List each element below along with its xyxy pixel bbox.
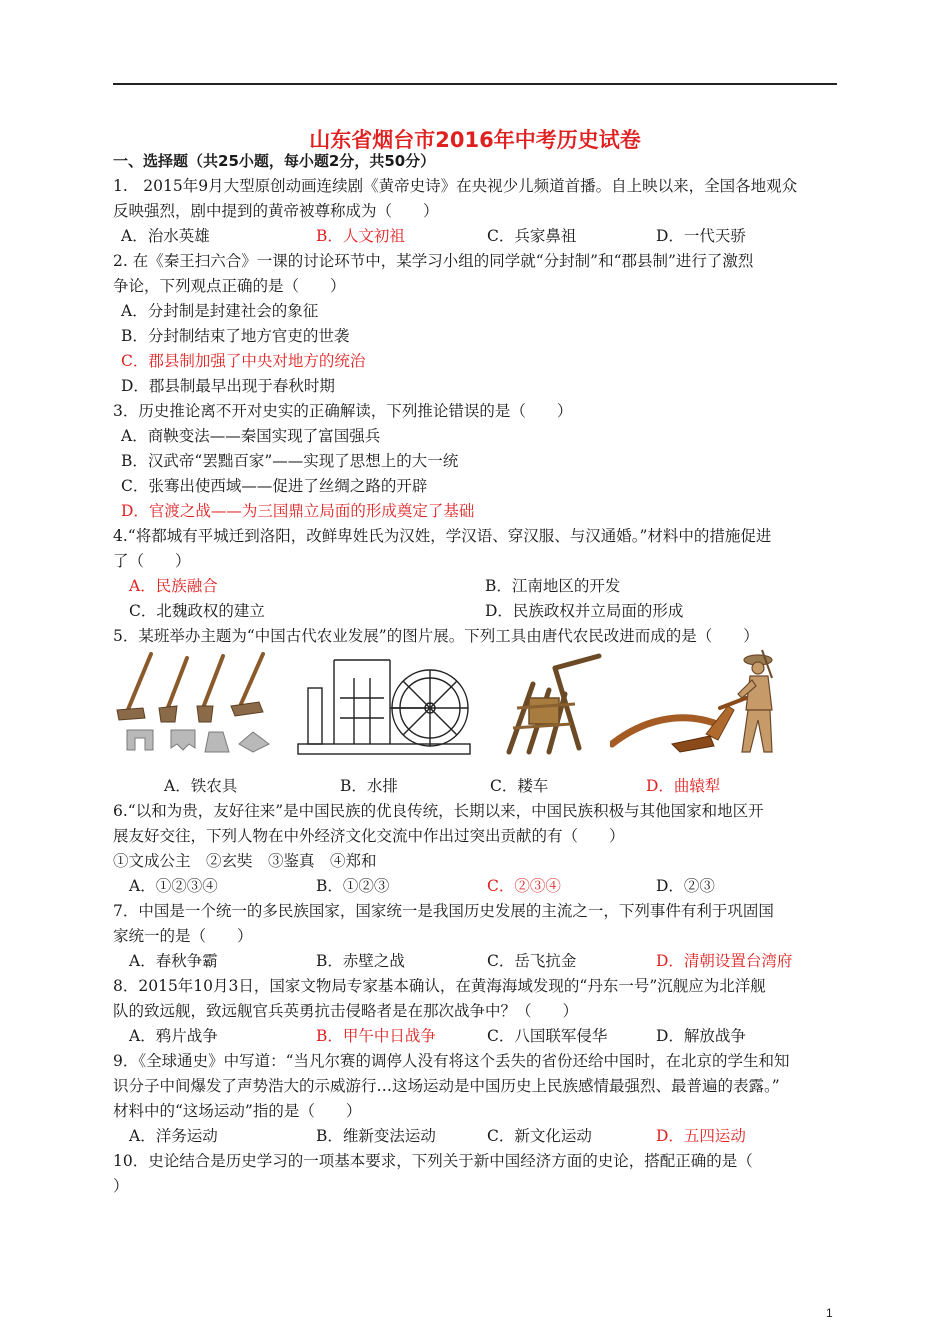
header-rule: [113, 83, 837, 85]
q4-option-c: C．北魏政权的建立: [129, 602, 265, 620]
seed-drill-image: [495, 648, 605, 760]
iron-tools-image: [113, 648, 273, 760]
q3-option-b: B．汉武帝“罢黜百家”——实现了思想上的大一统: [121, 452, 459, 470]
q2-option-d: D．郡县制最早出现于春秋时期: [121, 377, 335, 395]
q1-option-d: D．一代天骄: [656, 227, 746, 245]
q8-option-b: B．甲午中日战争: [316, 1027, 436, 1045]
q6-option-c: C．②③④: [487, 877, 561, 895]
q6-items: ①文成公主 ②玄奘 ③鉴真 ④郑和: [113, 852, 377, 870]
q2-option-b: B．分封制结束了地方官吏的世袭: [121, 327, 350, 345]
q2-option-a: A．分封制是封建社会的象征: [121, 302, 319, 320]
q7-option-a: A．春秋争霸: [129, 952, 218, 970]
q8-option-c: C．八国联军侵华: [487, 1027, 608, 1045]
curved-plough-image: [610, 648, 790, 760]
page-title: 山东省烟台市2016年中考历史试卷: [309, 128, 641, 152]
q1-stem-line2: 反映强烈，剧中提到的黄帝被尊称成为（ ）: [113, 202, 439, 220]
q9-option-b: B．维新变法运动: [316, 1127, 436, 1145]
q2-option-c: C．郡县制加强了中央对地方的统治: [121, 352, 366, 370]
q3-option-c: C．张骞出使西域——促进了丝绸之路的开辟: [121, 477, 428, 495]
q5-option-a: A．铁农具: [164, 777, 238, 795]
q5-option-b: B．水排: [340, 777, 398, 795]
q10-stem-line2: ）: [113, 1177, 129, 1195]
q6-stem-line2: 展友好交往，下列人物在中外经济文化交流中作出过突出贡献的有（ ）: [113, 827, 625, 845]
q8-stem-line1: 8．2015年10月3日，国家文物局专家基本确认，在黄海海域发现的“丹东一号”沉舰应为北洋舰: [113, 977, 766, 995]
water-bellows-image: [294, 648, 474, 760]
q5-option-d: D．曲辕犁: [646, 777, 721, 795]
q7-option-d: D．清朝设置台湾府: [656, 952, 793, 970]
q1-stem-line1: 1. 2015年9月大型原创动画连续剧《黄帝史诗》在央视少儿频道首播。自上映以来，全国各地观众: [113, 177, 798, 195]
q7-option-b: B．赤壁之战: [316, 952, 405, 970]
q9-option-c: C．新文化运动: [487, 1127, 592, 1145]
q4-option-d: D．民族政权并立局面的形成: [485, 602, 684, 620]
q8-stem-line2: 队的致远舰，致远舰官兵英勇抗击侵略者是在那次战争中？（ ）: [113, 1002, 579, 1020]
q7-stem-line1: 7．中国是一个统一的多民族国家，国家统一是我国历史发展的主流之一，下列事件有利于巩固国: [113, 902, 774, 920]
q2-stem-line1: 2. 在《秦王扫六合》一课的讨论环节中，某学习小组的同学就“分封制”和“郡县制”进行了激烈: [113, 252, 754, 270]
q4-option-b: B．江南地区的开发: [485, 577, 621, 595]
q6-option-b: B．①②③: [316, 877, 390, 895]
q5-stem: 5．某班举办主题为“中国古代农业发展”的图片展。下列工具由唐代农民改进而成的是（ ）: [113, 627, 759, 645]
q8-option-a: A．鸦片战争: [129, 1027, 218, 1045]
q1-option-c: C．兵家鼻祖: [487, 227, 577, 245]
q6-option-d: D．②③: [656, 877, 715, 895]
q2-stem-line2: 争论，下列观点正确的是（ ）: [113, 277, 346, 295]
q9-option-a: A．洋务运动: [129, 1127, 218, 1145]
q8-option-d: D．解放战争: [656, 1027, 746, 1045]
q3-option-d: D．官渡之战——为三国鼎立局面的形成奠定了基础: [121, 502, 475, 520]
q3-stem: 3．历史推论离不开对史实的正确解读，下列推论错误的是（ ）: [113, 402, 573, 420]
q6-option-a: A．①②③④: [129, 877, 218, 895]
q9-stem-line2: 识分子中间爆发了声势浩大的示威游行…这场运动是中国历史上民族感情最强烈、最普遍的表露。”: [113, 1077, 780, 1095]
q6-stem-line1: 6.“以和为贵，友好往来”是中国民族的优良传统，长期以来，中国民族积极与其他国家和地区开: [113, 802, 764, 820]
q7-option-c: C．岳飞抗金: [487, 952, 577, 970]
section-heading: 一、选择题（共25小题，每小题2分，共50分）: [113, 152, 436, 170]
page-number: 1: [826, 1306, 833, 1320]
q4-stem-line1: 4.“将都城有平城迁到洛阳，改鲜卑姓氏为汉姓，学汉语、穿汉服、与汉通婚。”材料中的措施促进: [113, 527, 772, 545]
q4-option-a: A．民族融合: [129, 577, 218, 595]
q10-stem-line1: 10．史论结合是历史学习的一项基本要求，下列关于新中国经济方面的史论，搭配正确的是（: [113, 1152, 753, 1170]
q9-stem-line1: 9．《全球通史》中写道：“当凡尔赛的调停人没有将这个丢失的省份还给中国时，在北京的学生和知: [113, 1052, 790, 1070]
q7-stem-line2: 家统一的是（ ）: [113, 927, 253, 945]
q9-stem-line3: 材料中的“这场运动”指的是（ ）: [113, 1102, 362, 1120]
q1-option-a: A．治水英雄: [121, 227, 210, 245]
q4-stem-line2: 了（ ）: [113, 552, 191, 570]
q3-option-a: A．商鞅变法——秦国实现了富国强兵: [121, 427, 381, 445]
q1-option-b: B．人文初祖: [316, 227, 405, 245]
q9-option-d: D．五四运动: [656, 1127, 746, 1145]
q5-option-c: C．耧车: [490, 777, 549, 795]
